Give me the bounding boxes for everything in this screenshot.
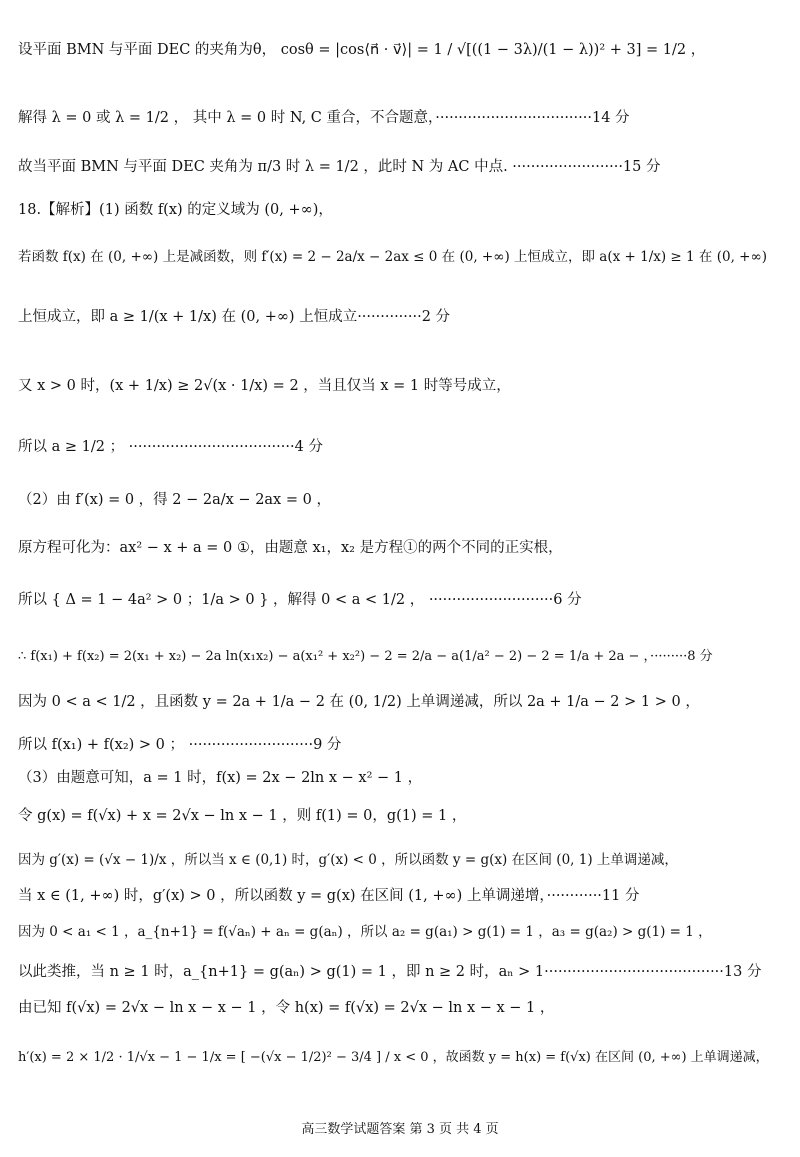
- text-line: 又 x > 0 时，(x + 1/x) ≥ 2√(x · 1/x) = 2 ，当且仅当 x = 1 时等号成立，: [18, 378, 511, 394]
- text-line: 所以 f(x₁) + f(x₂) > 0 ； ···························9 分: [18, 737, 342, 753]
- text-line: 由已知 f(√x) = 2√x − ln x − x − 1 ，令 h(x) = f(√x) = 2√x − ln x − x − 1 ，: [18, 1000, 555, 1016]
- text-line: 当 x ∈ (1, +∞) 时，g′(x) > 0 ，所以函数 y = g(x) 在区间 (1, +∞) 上单调递增，············11 分: [18, 888, 640, 904]
- text-line: 因为 0 < a < 1/2 ，且函数 y = 2a + 1/a − 2 在 (0, 1/2) 上单调递减，所以 2a + 1/a − 2 > 1 > 0 ，: [18, 694, 700, 710]
- text-line: （2）由 f′(x) = 0 ，得 2 − 2a/x − 2ax = 0 ，: [18, 492, 331, 508]
- text-line: 若函数 f(x) 在 (0, +∞) 上是减函数，则 f′(x) = 2 − 2a/x − 2ax ≤ 0 在 (0, +∞) 上恒成立，即 a(x + 1/x) ≥ 1 在 (0, +∞): [18, 249, 767, 265]
- page-footer: 高三数学试题答案 第 3 页 共 4 页: [301, 1122, 499, 1137]
- text-line: 所以 { Δ = 1 − 4a² > 0 ；1/a > 0 } ，解得 0 < a < 1/2 ， ···························6 分: [18, 592, 582, 608]
- text-line: 解得 λ = 0 或 λ = 1/2 ， 其中 λ = 0 时 N, C 重合，不合题意，··································14 分: [18, 110, 630, 126]
- text-line: h′(x) = 2 × 1/2 · 1/√x − 1 − 1/x = [ −(√x − 1/2)² − 3/4 ] / x < 0 ，故函数 y = h(x) = f(√x) 在区间 (0, +∞) 上单调递减，: [18, 1050, 769, 1065]
- text-line: 令 g(x) = f(√x) + x = 2√x − ln x − 1 ，则 f(1) = 0，g(1) = 1 ，: [18, 808, 467, 824]
- text-line: 上恒成立，即 a ≥ 1/(x + 1/x) 在 (0, +∞) 上恒成立··············2 分: [18, 309, 451, 325]
- text-line: 18.【解析】(1) 函数 f(x) 的定义域为 (0, +∞)，: [18, 202, 333, 218]
- text-line: 故当平面 BMN 与平面 DEC 夹角为 π/3 时 λ = 1/2 ，此时 N 为 AC 中点. ························15 分: [18, 159, 661, 175]
- text-line: 原方程可化为：ax² − x + a = 0 ①，由题意 x₁，x₂ 是方程①的两个不同的正实根，: [18, 540, 563, 556]
- text-line: 设平面 BMN 与平面 DEC 的夹角为θ， cosθ = |cos⟨n⃗ · v⃗⟩| = 1 / √[((1 − 3λ)/(1 − λ))² + 3] = 1/2 ，: [18, 42, 706, 58]
- text-line: ∴ f(x₁) + f(x₂) = 2(x₁ + x₂) − 2a ln(x₁x₂) − a(x₁² + x₂²) − 2 = 2/a − a(1/a² − 2) − 2 = 1/a + 2a − ，·········8 分: [18, 649, 713, 664]
- text-line: 因为 0 < a₁ < 1 ，a_{n+1} = f(√aₙ) + aₙ = g(aₙ) ，所以 a₂ = g(a₁) > g(1) = 1 ，a₃ = g(a₂) > g(1) = 1 ，: [18, 924, 712, 940]
- text-line: 因为 g′(x) = (√x − 1)/x ，所以当 x ∈ (0,1) 时，g′(x) < 0 ，所以函数 y = g(x) 在区间 (0, 1) 上单调递减，: [18, 852, 678, 868]
- text-line: 所以 a ≥ 1/2 ； ····································4 分: [18, 439, 323, 455]
- text-line: 以此类推，当 n ≥ 1 时，a_{n+1} = g(aₙ) > g(1) = 1 ，即 n ≥ 2 时，aₙ > 1·······································13 分: [18, 964, 762, 980]
- text-line: （3）由题意可知，a = 1 时，f(x) = 2x − 2ln x − x² − 1 ，: [18, 770, 423, 786]
